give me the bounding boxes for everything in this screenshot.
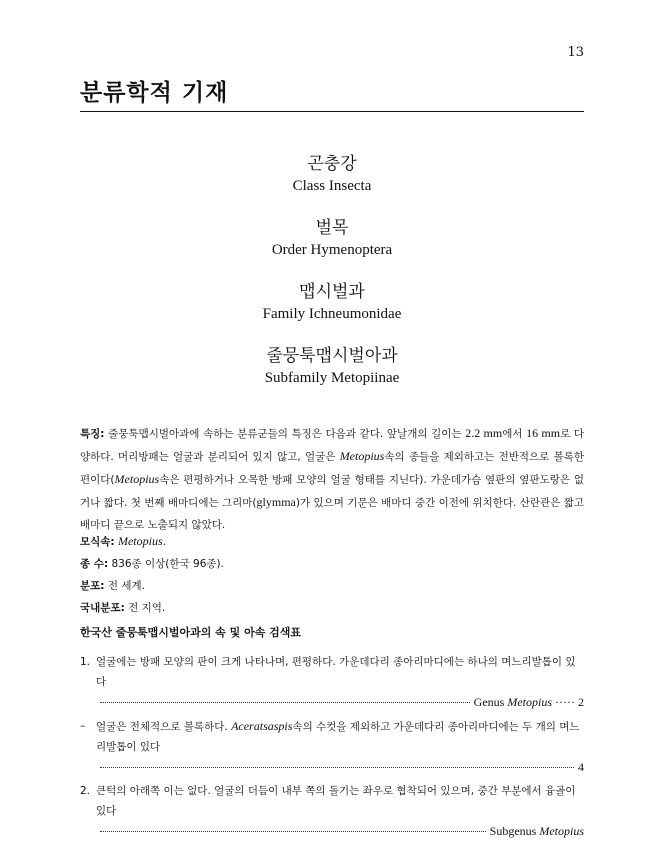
taxon-order xyxy=(80,216,584,260)
couplet-destination: Genus Metopius ····· 2 xyxy=(473,695,584,709)
type-genus-suffix: . xyxy=(162,536,166,548)
domestic-distribution-value: 전 지역. xyxy=(128,602,166,614)
key-couplet xyxy=(80,781,584,841)
taxon-latin-name: Order Hymenoptera xyxy=(271,242,393,258)
couplet-destination: 4 xyxy=(578,760,584,774)
diagnosis-paragraph xyxy=(80,422,584,536)
diagnosis-text: 속은 편평하거나 오목한 방패 모양의 얼굴 형태를 지닌다). 가운데가슴 옆판의 옆판도랑은 없거나 짧다. 첫 번째 배마디에는 그리마( xyxy=(80,474,584,509)
taxon-latin-name: Subfamily Metopiinae xyxy=(264,370,400,386)
taxon-latin-name: Family Ichneumonidae xyxy=(262,306,402,322)
taxon-korean-name: 맵시벌과 xyxy=(299,282,365,302)
distribution-row xyxy=(80,575,584,597)
couplet-destination-line xyxy=(96,757,584,777)
taxonomic-hierarchy xyxy=(80,152,584,408)
domestic-distribution-label: 국내분포: xyxy=(80,602,125,614)
couplet-destination-line xyxy=(96,692,584,712)
measurement-value: 2.2 mm xyxy=(465,426,503,440)
taxon-korean-name: 곤충강 xyxy=(307,154,357,174)
key-couplet xyxy=(80,716,584,777)
distribution-label: 분포: xyxy=(80,580,105,592)
leader-dots xyxy=(100,702,470,703)
couplet-marker: – xyxy=(80,720,86,732)
couplet-marker: 2. xyxy=(80,785,91,797)
chapter-title: 분류학적 기재 xyxy=(80,74,584,112)
couplet-text: 얼굴은 전체적으로 볼록하다. xyxy=(96,721,232,733)
couplet-destination-line xyxy=(96,821,584,841)
taxon-class xyxy=(80,152,584,196)
species-count-label: 종 수: xyxy=(80,558,109,570)
couplet-text: 속의 수컷을 제외하고 가운데다리 종아리마디에는 두 개의 며느리발톱이 있다 xyxy=(96,721,580,753)
identification-key xyxy=(80,652,584,841)
domestic-distribution-row xyxy=(80,597,584,619)
couplet-text: 큰턱의 아래쪽 이는 없다. 얼굴의 더듬이 내부 쪽의 돌기는 좌우로 협착되어 있으며, 중간 부분에서 융골이 있다 xyxy=(96,785,576,817)
genus-name: Aceratsaspis xyxy=(231,719,293,733)
taxon-subfamily xyxy=(80,344,584,388)
diagnosis-label: 특징: xyxy=(80,428,105,440)
type-genus-label: 모식속: xyxy=(80,536,115,548)
leader-dots xyxy=(100,831,486,832)
taxon-korean-name: 벌목 xyxy=(315,218,349,238)
diagnosis-text: )가 있으며 기문은 배마디 중간 이전에 위치한다. 산란관은 짧고 배마디 끝으로 노출되지 않았다. xyxy=(80,497,584,531)
couplet-text-line xyxy=(96,781,584,821)
taxon-latin-name: Class Insecta xyxy=(292,178,372,194)
couplet-body xyxy=(96,716,584,777)
term-latin: glymma xyxy=(256,495,296,509)
taxon-info xyxy=(80,530,584,619)
leader-dots xyxy=(100,767,574,768)
genus-name: Metopius xyxy=(339,449,385,463)
key-title: 한국산 줄뭉툭맵시벌아과의 속 및 아속 검색표 xyxy=(80,626,302,639)
type-genus-value: Metopius xyxy=(117,534,163,548)
couplet-body xyxy=(96,781,584,841)
couplet-marker: 1. xyxy=(80,656,91,668)
page-number: 13 xyxy=(567,45,584,60)
diagnosis-text: 로 다양하다. 머리방패는 얼굴과 분리되어 있지 않고, 얼굴은 xyxy=(80,428,585,463)
type-genus-row xyxy=(80,530,584,553)
species-count-row xyxy=(80,553,584,575)
couplet-body xyxy=(96,652,584,712)
genus-name: Metopius xyxy=(114,472,160,486)
measurement-value: 16 mm xyxy=(526,426,561,440)
key-couplet xyxy=(80,652,584,712)
diagnosis-text: 에서 xyxy=(502,428,527,440)
distribution-value: 전 세계. xyxy=(107,580,145,592)
couplet-text: 얼굴에는 방패 모양의 판이 크게 나타나며, 편평하다. 가운데다리 종아리마디에는 하나의 며느리발톱이 있다 xyxy=(96,656,576,688)
species-count-value: 836종 이상(한국 96종). xyxy=(111,558,224,570)
couplet-text-line xyxy=(96,716,584,757)
diagnosis-text: 속의 종들을 제외하고는 전반적으로 볼록한 편이다( xyxy=(80,451,584,486)
couplet-destination: Subgenus Metopius xyxy=(489,824,584,838)
diagnosis-text: 줄뭉툭맵시벌아과에 속하는 분류군들의 특징은 다음과 같다. 앞날개의 길이는 xyxy=(104,428,466,440)
couplet-lead-line xyxy=(96,652,584,692)
taxon-family xyxy=(80,280,584,324)
taxon-korean-name: 줄뭉툭맵시벌아과 xyxy=(266,346,398,366)
